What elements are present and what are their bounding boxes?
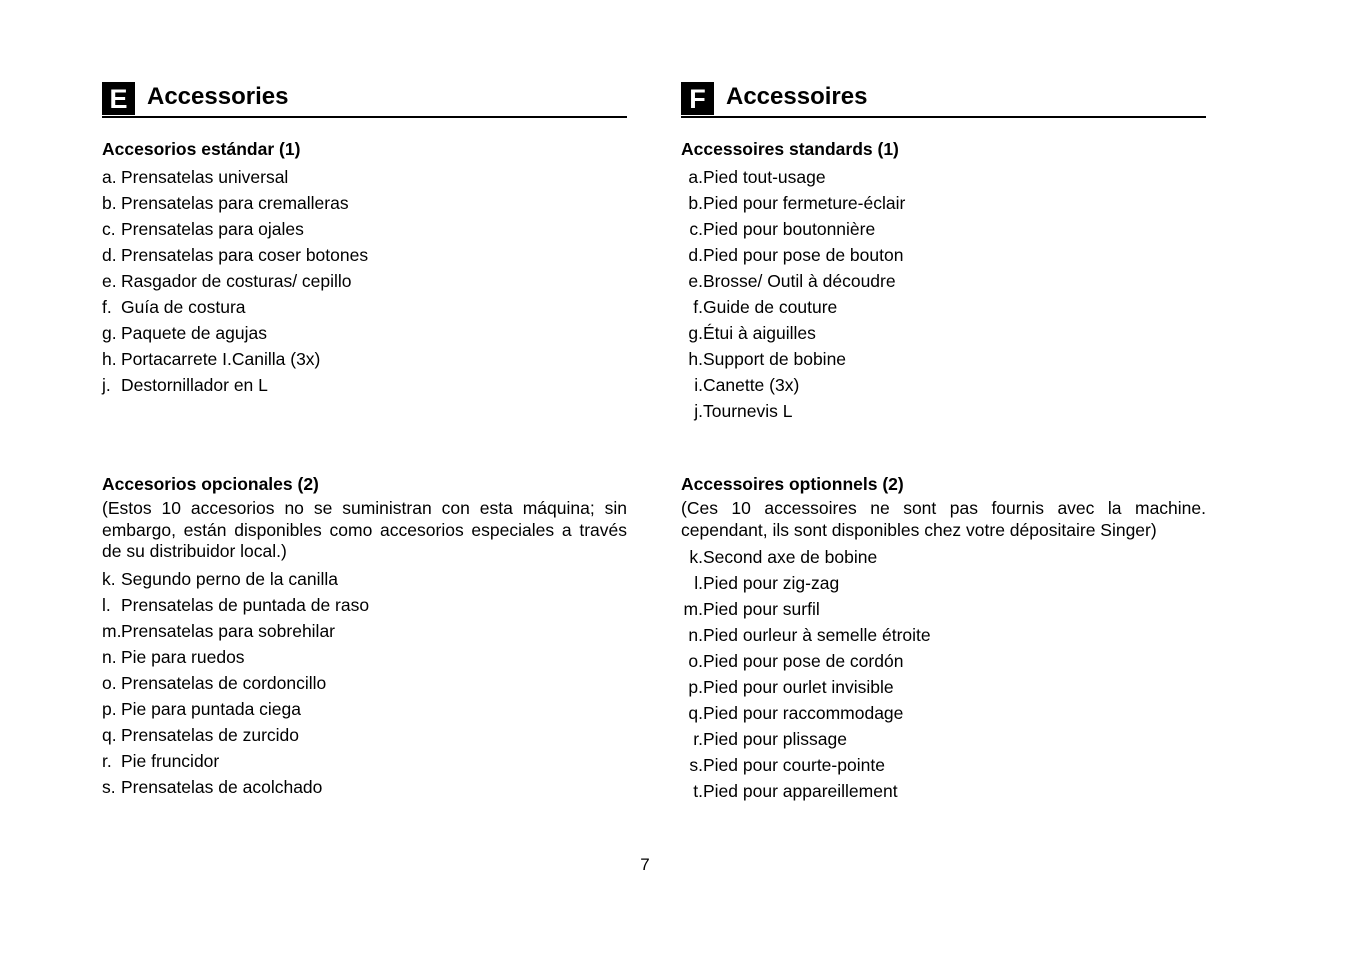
item-marker: l.: [102, 594, 111, 615]
french-column: [681, 80, 1206, 801]
list-item: [681, 544, 1206, 570]
optional-accessories-section: [102, 473, 627, 800]
list-item: [681, 294, 1206, 320]
list-item: [102, 268, 627, 294]
list-item: [681, 346, 1206, 372]
item-marker: j.: [102, 375, 111, 395]
accessory-list: [102, 566, 627, 800]
list-item: [102, 618, 627, 644]
item-text: Pied pour surfil: [703, 599, 820, 619]
section-heading: Accesorios opcionales (2): [102, 474, 319, 494]
item-text: Pied pour zig-zag: [703, 573, 840, 593]
item-text: Pied pour appareillement: [703, 781, 898, 801]
item-marker: e.: [688, 271, 703, 291]
item-marker: o.: [102, 672, 117, 693]
item-text: Pied pour plissage: [703, 729, 847, 749]
list-item: [681, 320, 1206, 346]
item-marker: n.: [102, 646, 117, 667]
item-text: Pied tout-usage: [703, 167, 826, 187]
item-text: Portacarrete I.Canilla (3x): [121, 349, 321, 369]
list-item: [681, 268, 1206, 294]
list-item: [681, 596, 1206, 622]
item-marker: h.: [102, 349, 117, 369]
list-item: [102, 670, 627, 696]
item-marker: h.: [688, 349, 703, 369]
list-item: [102, 722, 627, 748]
accessory-list: [681, 164, 1206, 424]
list-item: [102, 592, 627, 618]
page-title: Accessories: [147, 83, 289, 110]
item-text: Prensatelas de acolchado: [121, 776, 323, 797]
item-marker: m.: [683, 599, 703, 619]
item-marker: a.: [102, 167, 117, 187]
item-text: Pied pour pose de cordón: [703, 651, 904, 671]
item-marker: k.: [689, 547, 703, 567]
item-text: Pied pour fermeture-éclair: [703, 193, 906, 213]
accessory-list: [102, 164, 627, 398]
list-item: [681, 190, 1206, 216]
item-text: Rasgador de costuras/ cepillo: [121, 271, 352, 291]
item-marker: e.: [102, 271, 117, 291]
section-note: (Ces 10 accessoires ne sont pas fournis avec la machine. cependant, ils sont disponibles chez votre dépositaire Singer): [681, 498, 1206, 540]
item-marker: k.: [102, 568, 116, 589]
section-heading: Accessoires standards (1): [681, 139, 899, 159]
item-text: Pied ourleur à semelle étroite: [703, 625, 931, 645]
item-text: Paquete de agujas: [121, 323, 267, 343]
item-marker: a.: [688, 167, 703, 187]
optional-accessories-section: [681, 473, 1206, 804]
item-marker: r.: [693, 729, 703, 749]
section-heading: Accesorios estándar (1): [102, 139, 301, 159]
list-item: [102, 164, 627, 190]
item-text: Prensatelas universal: [121, 167, 289, 187]
item-text: Étui à aiguilles: [703, 323, 816, 343]
list-item: [681, 726, 1206, 752]
item-marker: b.: [102, 193, 117, 213]
item-text: Pied pour raccommodage: [703, 703, 904, 723]
item-marker: o.: [688, 651, 703, 671]
item-marker: c.: [689, 219, 703, 239]
item-text: Prensatelas de zurcido: [121, 724, 300, 745]
item-text: Destornillador en L: [121, 375, 268, 395]
list-item: [102, 216, 627, 242]
list-item: [681, 622, 1206, 648]
item-marker: b.: [688, 193, 703, 213]
item-text: Prensatelas para ojales: [121, 219, 304, 239]
item-marker: j.: [694, 401, 703, 421]
item-text: Prensatelas para coser botones: [121, 245, 369, 265]
item-marker: g.: [688, 323, 703, 343]
list-item: [681, 778, 1206, 804]
section-header: [102, 80, 627, 118]
item-text: Pied pour ourlet invisible: [703, 677, 894, 697]
section-header: [681, 80, 1206, 118]
page-title: Accessoires: [726, 83, 868, 110]
accessory-list: [681, 544, 1206, 804]
list-item: [681, 398, 1206, 424]
list-item: [681, 242, 1206, 268]
section-note: (Estos 10 accesorios no se suministran con esta máquina; sin embargo, están disponibles como accesorios especiales a través de su distribuidor local.): [102, 498, 627, 561]
item-text: Pie para ruedos: [121, 646, 245, 667]
item-marker: s.: [102, 776, 116, 797]
item-marker: s.: [689, 755, 703, 775]
list-item: [102, 346, 627, 372]
item-text: Prensatelas de puntada de raso: [121, 594, 370, 615]
item-marker: q.: [688, 703, 703, 723]
item-marker: g.: [102, 323, 117, 343]
list-item: [681, 216, 1206, 242]
list-item: [102, 190, 627, 216]
spanish-column: [102, 80, 627, 797]
item-text: Prensatelas para sobrehilar: [121, 620, 336, 641]
list-item: [102, 242, 627, 268]
item-marker: i.: [694, 375, 703, 395]
list-item: [681, 164, 1206, 190]
list-item: [681, 674, 1206, 700]
item-marker: c.: [102, 219, 116, 239]
item-text: Support de bobine: [703, 349, 847, 369]
item-marker: l.: [694, 573, 703, 593]
item-text: Canette (3x): [703, 375, 800, 395]
item-marker: p.: [102, 698, 117, 719]
language-badge: F: [681, 82, 714, 115]
item-text: Pied pour boutonnière: [703, 219, 876, 239]
item-marker: p.: [688, 677, 703, 697]
item-text: Brosse/ Outil à découdre: [703, 271, 896, 291]
item-text: Pie para puntada ciega: [121, 698, 301, 719]
list-item: [681, 752, 1206, 778]
item-marker: n.: [688, 625, 703, 645]
language-badge: E: [102, 82, 135, 115]
item-text: Prensatelas para cremalleras: [121, 193, 349, 213]
item-marker: f.: [102, 297, 112, 317]
item-text: Guía de costura: [121, 297, 246, 317]
item-text: Guide de couture: [703, 297, 838, 317]
list-item: [102, 696, 627, 722]
item-marker: d.: [688, 245, 703, 265]
item-marker: f.: [693, 297, 703, 317]
list-item: [102, 748, 627, 774]
item-marker: m.: [102, 620, 122, 641]
item-marker: t.: [693, 781, 703, 801]
item-text: Pied pour pose de bouton: [703, 245, 904, 265]
item-text: Pie fruncidor: [121, 750, 220, 771]
item-marker: r.: [102, 750, 112, 771]
list-item: [102, 644, 627, 670]
item-marker: q.: [102, 724, 117, 745]
list-item: [102, 294, 627, 320]
list-item: [681, 570, 1206, 596]
list-item: [681, 700, 1206, 726]
page-number: 7: [640, 855, 650, 874]
item-text: Prensatelas de cordoncillo: [121, 672, 327, 693]
item-text: Pied pour courte-pointe: [703, 755, 885, 775]
list-item: [102, 372, 627, 398]
list-item: [102, 566, 627, 592]
list-item: [681, 648, 1206, 674]
item-text: Tournevis L: [703, 401, 793, 421]
section-heading: Accessoires optionnels (2): [681, 474, 904, 494]
list-item: [681, 372, 1206, 398]
item-text: Second axe de bobine: [703, 547, 878, 567]
item-text: Segundo perno de la canilla: [121, 568, 338, 589]
list-item: [102, 774, 627, 800]
standard-accessories-section: [681, 138, 1206, 424]
item-marker: d.: [102, 245, 117, 265]
standard-accessories-section: [102, 138, 627, 398]
list-item: [102, 320, 627, 346]
